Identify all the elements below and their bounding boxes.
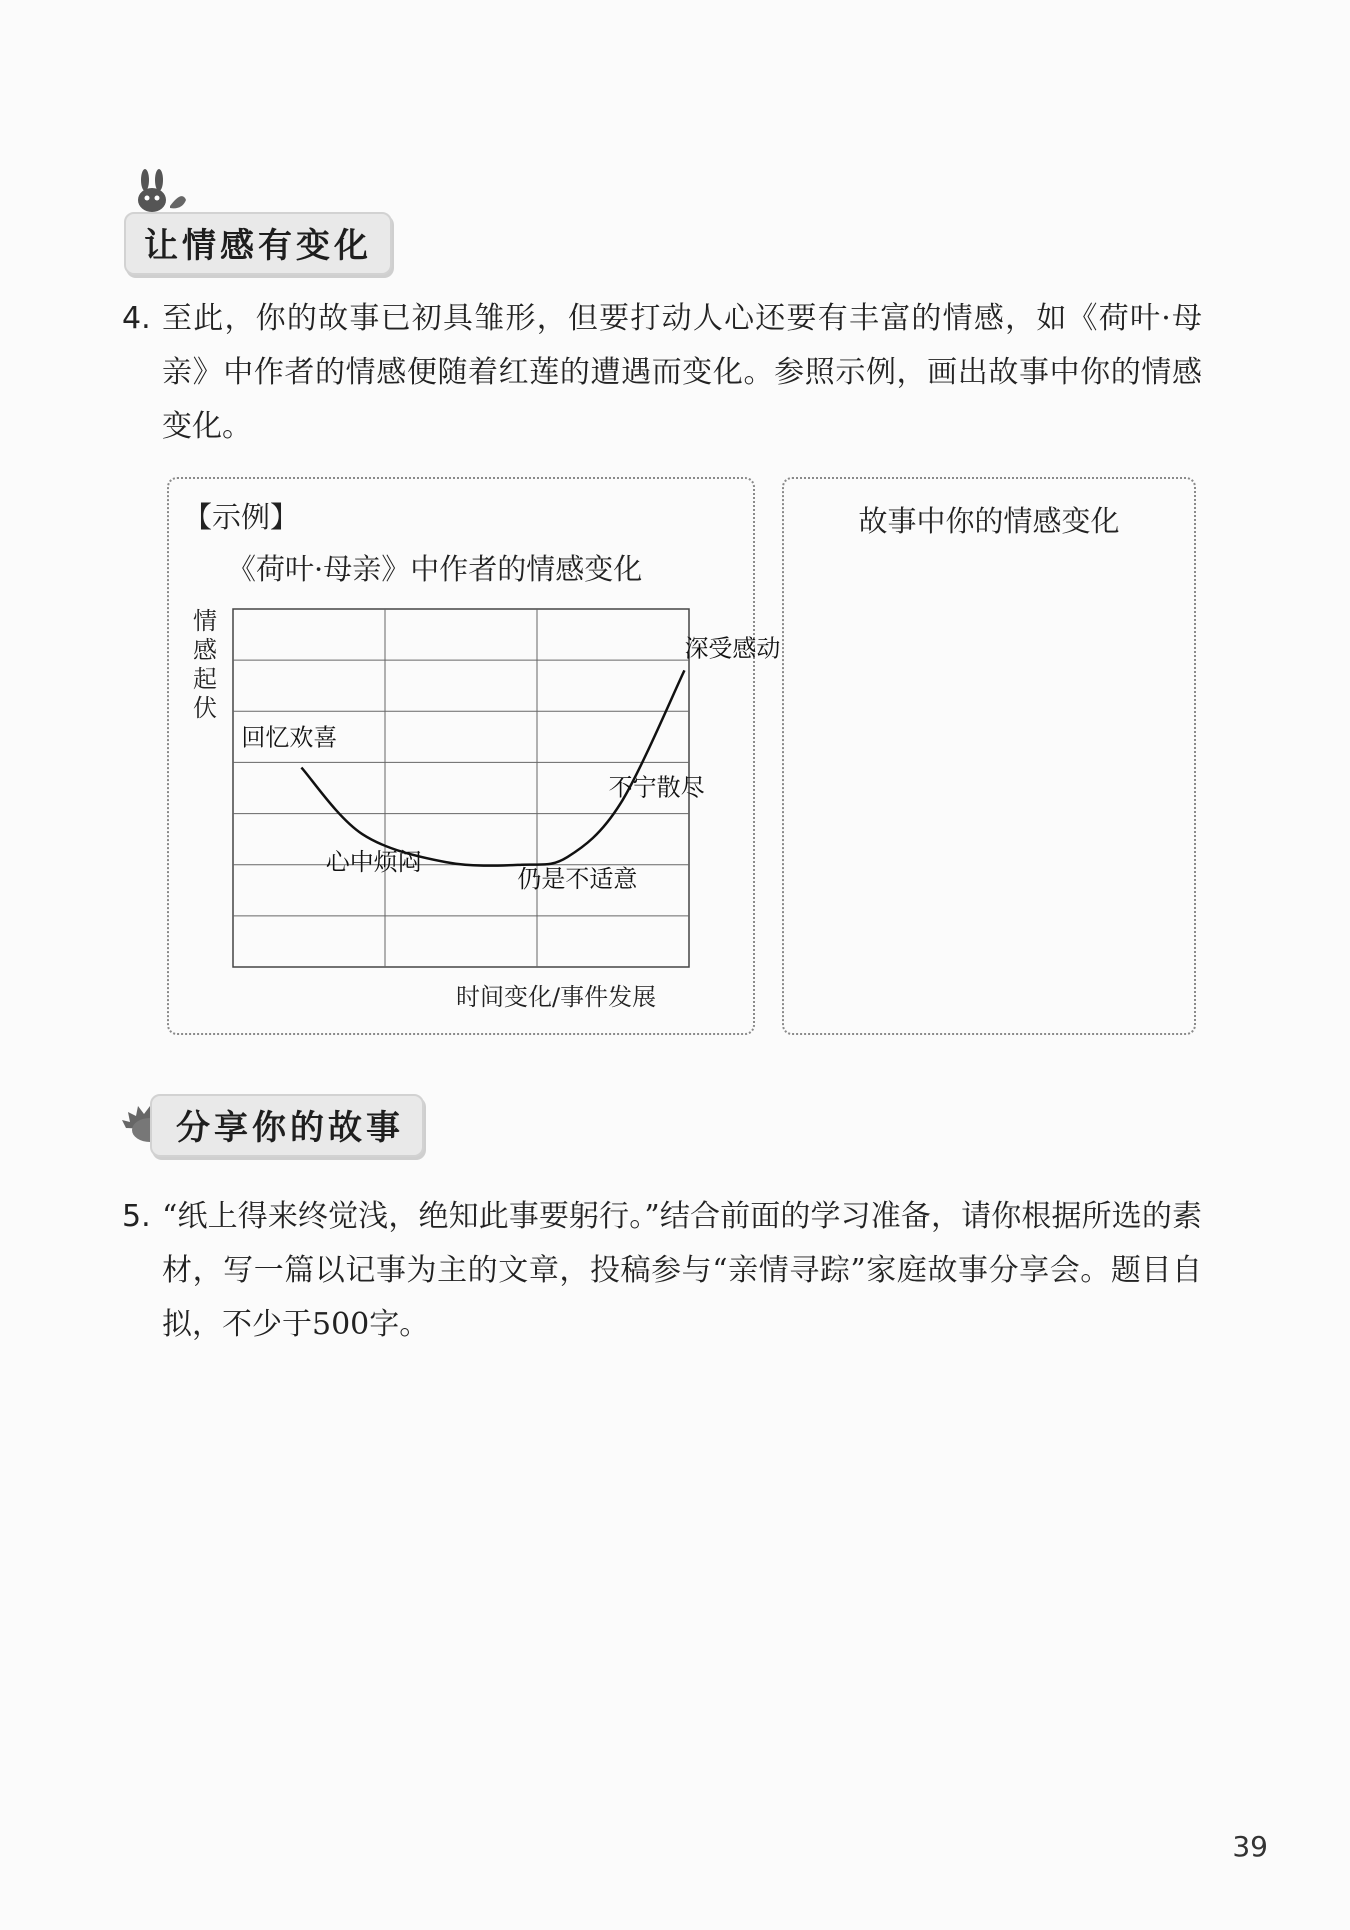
section-title-emotion: 让情感有变化: [124, 212, 392, 275]
chart-xlabel: 时间变化/事件发展: [456, 983, 657, 1011]
question-5-number: 5.: [122, 1199, 151, 1234]
question-4: [122, 292, 1202, 454]
section-header-share: [150, 1094, 424, 1157]
curve-annotation: 仍是不适意: [517, 865, 638, 894]
question-5: [122, 1190, 1202, 1352]
question-4-number: 4.: [122, 301, 151, 336]
section-header-emotion: [124, 212, 392, 275]
example-box: [167, 477, 781, 1035]
section-title-share: 分享你的故事: [150, 1094, 424, 1157]
page-number: 39: [1232, 1830, 1268, 1863]
curve-annotation: 不宁散尽: [608, 773, 705, 802]
answer-box[interactable]: [782, 477, 1196, 1035]
emotion-curve: [301, 670, 684, 865]
chart-title: 《荷叶·母亲》中作者的情感变化: [227, 552, 643, 586]
curve-annotation: 心中烦闷: [325, 848, 422, 877]
curve-annotation: 深受感动: [684, 634, 781, 663]
rabbit-mascot-icon: [130, 170, 190, 216]
example-tag: 【示例】: [183, 500, 300, 534]
curve-annotation: 回忆欢喜: [241, 723, 338, 752]
question-4-text: 至此，你的故事已初具雏形，但要打动人心还要有丰富的情感，如《荷叶·母亲》中作者的情感便随着红莲的遭遇而变化。参照示例，画出故事中你的情感变化。: [162, 301, 1202, 444]
question-5-text: “纸上得来终觉浅，绝知此事要躬行。”结合前面的学习准备，请你根据所选的素材，写一篇以记事为主的文章，投稿参与“亲情寻踪”家庭故事分享会。题目自拟，不少于500字。: [162, 1199, 1202, 1342]
answer-box-title: 故事中你的情感变化: [858, 504, 1120, 538]
chart-ylabel: 情感起伏: [193, 607, 217, 722]
emotion-chart: [169, 479, 781, 1033]
